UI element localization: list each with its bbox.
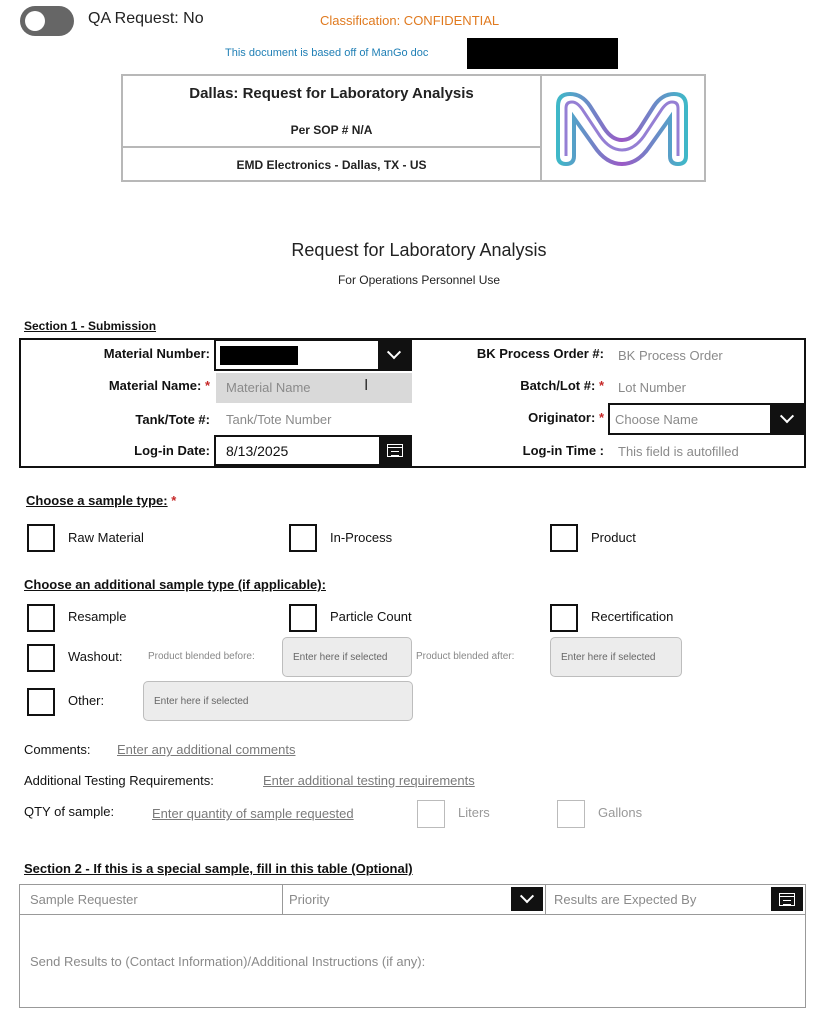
comments-input[interactable]: Enter any additional comments bbox=[117, 742, 296, 757]
originator-label: Originator: bbox=[528, 410, 596, 425]
calendar-icon[interactable] bbox=[379, 437, 410, 464]
raw-material-label: Raw Material bbox=[68, 530, 144, 545]
toggle-knob bbox=[25, 11, 45, 31]
form-subtitle: For Operations Personnel Use bbox=[337, 273, 501, 287]
resample-label: Resample bbox=[68, 609, 127, 624]
batch-label: Batch/Lot #: bbox=[520, 378, 596, 393]
blended-before-placeholder: Enter here if selected bbox=[293, 651, 388, 663]
checkbox-washout[interactable] bbox=[27, 644, 55, 672]
blended-after-placeholder: Enter here if selected bbox=[561, 651, 656, 663]
required-mark: * bbox=[171, 493, 177, 508]
material-name-label-row bbox=[24, 378, 210, 393]
other-label: Other: bbox=[68, 693, 105, 708]
qty-input[interactable]: Enter quantity of sample requested bbox=[152, 806, 354, 821]
batch-label-row bbox=[420, 378, 604, 393]
originator-dropdown[interactable] bbox=[608, 403, 806, 435]
checkbox-product[interactable] bbox=[550, 524, 578, 552]
blended-after-input[interactable] bbox=[550, 637, 682, 677]
sample-requester-input[interactable] bbox=[19, 884, 283, 915]
bk-process-input[interactable]: BK Process Order bbox=[618, 348, 723, 363]
required-mark: * bbox=[598, 378, 604, 393]
other-placeholder: Enter here if selected bbox=[154, 695, 249, 707]
login-date-label: Log-in Date: bbox=[134, 443, 210, 458]
qa-request-label: QA Request: No bbox=[88, 10, 204, 27]
sample-type-heading-row bbox=[26, 493, 176, 508]
priority-dropdown[interactable] bbox=[282, 884, 546, 915]
login-date-picker[interactable] bbox=[214, 435, 412, 466]
section2-heading: Section 2 - If this is a special sample, fill in this table (Optional) bbox=[24, 861, 413, 876]
chevron-down-icon[interactable] bbox=[378, 341, 410, 369]
product-label: Product bbox=[591, 530, 636, 545]
originator-placeholder: Choose Name bbox=[615, 412, 699, 427]
material-name-label: Material Name: bbox=[108, 378, 202, 393]
checkbox-liters[interactable] bbox=[417, 800, 445, 828]
batch-input[interactable]: Lot Number bbox=[618, 380, 686, 395]
results-expected-placeholder: Results are Expected By bbox=[554, 892, 697, 907]
sample-requester-placeholder: Sample Requester bbox=[30, 892, 138, 907]
washout-label: Washout: bbox=[68, 649, 123, 664]
qa-request-toggle[interactable] bbox=[20, 6, 74, 36]
required-mark: * bbox=[598, 410, 604, 425]
blended-before-label: Product blended before: bbox=[148, 651, 255, 662]
in-process-label: In-Process bbox=[330, 530, 393, 545]
other-input[interactable] bbox=[143, 681, 413, 721]
text-cursor-icon: I bbox=[364, 377, 369, 394]
material-number-label: Material Number: bbox=[103, 346, 210, 361]
recertification-label: Recertification bbox=[591, 609, 674, 624]
checkbox-resample[interactable] bbox=[27, 604, 55, 632]
calendar-icon[interactable] bbox=[771, 887, 803, 911]
login-date-value: 8/13/2025 bbox=[226, 443, 289, 459]
checkbox-recertification[interactable] bbox=[550, 604, 578, 632]
doc-based-note: This document is based off of ManGo doc bbox=[225, 47, 429, 59]
bk-process-label: BK Process Order #: bbox=[476, 346, 604, 361]
login-time-label: Log-in Time : bbox=[522, 443, 604, 458]
testing-input[interactable]: Enter additional testing requirements bbox=[263, 773, 475, 788]
redacted-doc-number bbox=[467, 38, 618, 69]
tank-input[interactable]: Tank/Tote Number bbox=[226, 412, 332, 427]
results-expected-date-picker[interactable] bbox=[545, 884, 806, 915]
originator-label-row bbox=[420, 410, 604, 425]
checkbox-raw-material[interactable] bbox=[27, 524, 55, 552]
particle-count-label: Particle Count bbox=[330, 609, 412, 624]
tank-label: Tank/Tote #: bbox=[135, 412, 210, 427]
liters-label: Liters bbox=[458, 805, 490, 820]
header-logo-box bbox=[540, 74, 706, 182]
required-mark: * bbox=[204, 378, 210, 393]
header-title: Dallas: Request for Laboratory Analysis bbox=[189, 85, 474, 102]
qty-label: QTY of sample: bbox=[24, 804, 115, 819]
checkbox-other[interactable] bbox=[27, 688, 55, 716]
sample-type-heading: Choose a sample type: bbox=[26, 493, 168, 508]
header-site: EMD Electronics - Dallas, TX - US bbox=[236, 158, 427, 172]
material-number-dropdown[interactable] bbox=[214, 339, 412, 371]
section1-heading: Section 1 - Submission bbox=[24, 319, 157, 333]
chevron-down-icon[interactable] bbox=[770, 405, 804, 433]
checkbox-gallons[interactable] bbox=[557, 800, 585, 828]
blended-after-label: Product blended after: bbox=[416, 651, 515, 662]
material-name-input[interactable] bbox=[216, 373, 412, 403]
additional-type-heading: Choose an additional sample type (if applicable): bbox=[24, 577, 326, 592]
login-time-field: This field is autofilled bbox=[618, 444, 739, 459]
chevron-down-icon[interactable] bbox=[511, 887, 543, 911]
blended-before-input[interactable] bbox=[282, 637, 412, 677]
gallons-label: Gallons bbox=[598, 805, 643, 820]
send-results-textarea[interactable] bbox=[19, 914, 806, 1008]
send-results-placeholder: Send Results to (Contact Information)/Additional Instructions (if any): bbox=[30, 953, 426, 969]
checkbox-particle-count[interactable] bbox=[289, 604, 317, 632]
checkbox-in-process[interactable] bbox=[289, 524, 317, 552]
material-name-placeholder: Material Name bbox=[226, 380, 311, 395]
header-sop: Per SOP # N/A bbox=[290, 123, 373, 137]
priority-placeholder: Priority bbox=[289, 892, 330, 907]
comments-label: Comments: bbox=[24, 742, 91, 757]
merck-m-logo-icon bbox=[542, 76, 704, 180]
testing-label: Additional Testing Requirements: bbox=[24, 773, 214, 788]
classification-label: Classification: CONFIDENTIAL bbox=[320, 13, 500, 28]
redacted-material-number bbox=[220, 346, 298, 365]
form-title: Request for Laboratory Analysis bbox=[291, 240, 547, 260]
